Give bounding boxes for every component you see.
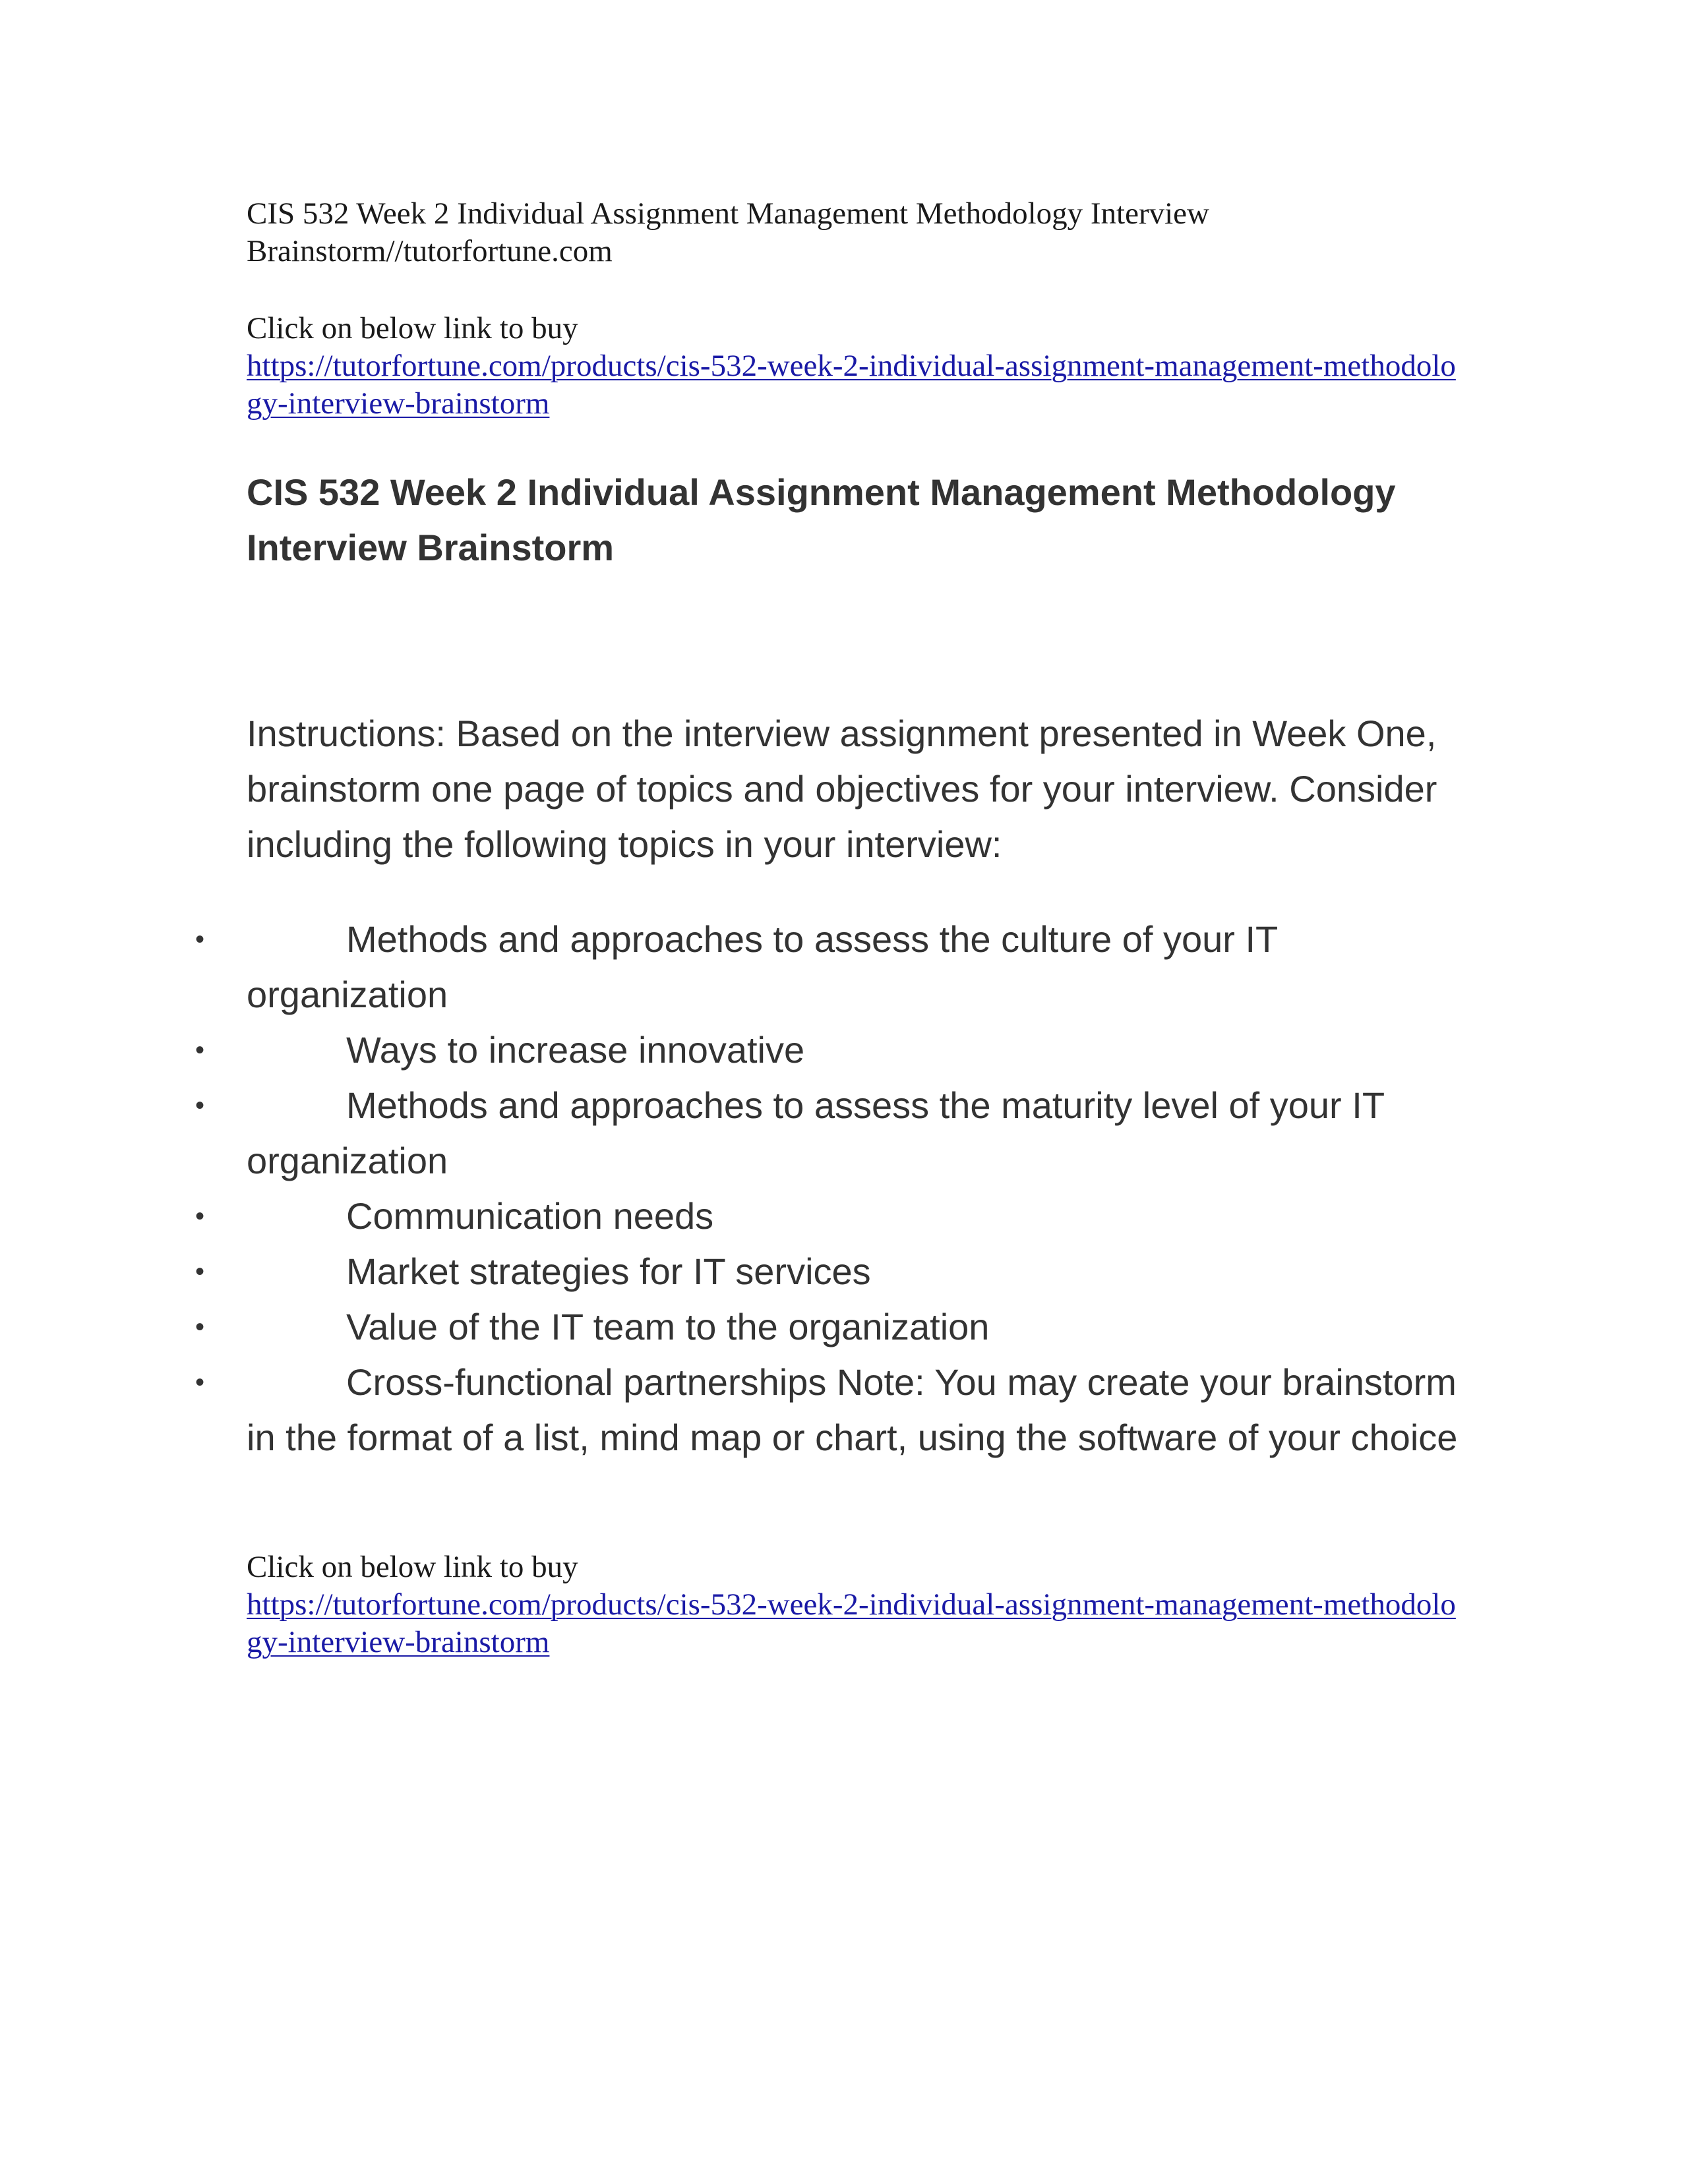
bullet-icon: • [195,925,205,954]
list-item [0,912,1486,1022]
bullet-icon: • [195,1091,205,1120]
buy-link-top[interactable]: https://tutorfortune.com/products/cis-532-week-2-individual-assignment-management-methodology-interview-brainstorm [247,349,1456,421]
assignment-heading: CIS 532 Week 2 Individual Assignment Management Methodology Interview Brainstorm [247,471,1396,568]
list-item [0,1299,1486,1355]
list-item [0,1078,1486,1189]
bullet-icon: • [195,1368,205,1397]
topic-text: Communication needs [346,1195,714,1237]
buy-section-bottom [247,1549,1466,1661]
topic-text: Value of the IT team to the organization [346,1306,990,1347]
document-title: CIS 532 Week 2 Individual Assignment Management Methodology Interview Brainstorm//tutorfortune.com [247,196,1209,268]
topic-text: Ways to increase innovative [346,1029,805,1071]
buy-section-top [247,310,1466,423]
topic-text: Methods and approaches to assess the culture of your IT organization [247,918,1278,1015]
bullet-icon: • [195,1313,205,1342]
buy-link-bottom[interactable]: https://tutorfortune.com/products/cis-532-week-2-individual-assignment-management-methodology-interview-brainstorm [247,1587,1456,1659]
list-item [0,1244,1486,1299]
topic-text: Market strategies for IT services [346,1251,871,1292]
bullet-icon: • [195,1257,205,1286]
instructions-paragraph: Instructions: Based on the interview assignment presented in Week One, brainstorm one page of topics and objectives for your interview. Consider including the following topics in your interview: [247,713,1437,865]
buy-prompt-top: Click on below link to buy [247,311,578,345]
topic-text: Cross-functional partnerships Note: You may create your brainstorm in the format of a list, mind map or chart, using the software of your choice [247,1361,1458,1458]
buy-prompt-bottom: Click on below link to buy [247,1550,578,1584]
topics-list [0,912,1517,1465]
topic-text: Methods and approaches to assess the maturity level of your IT organization [247,1084,1385,1181]
list-item [0,1189,1486,1244]
list-item [0,1022,1486,1078]
list-item [0,1355,1486,1465]
bullet-icon: • [195,1036,205,1065]
bullet-icon: • [195,1202,205,1231]
